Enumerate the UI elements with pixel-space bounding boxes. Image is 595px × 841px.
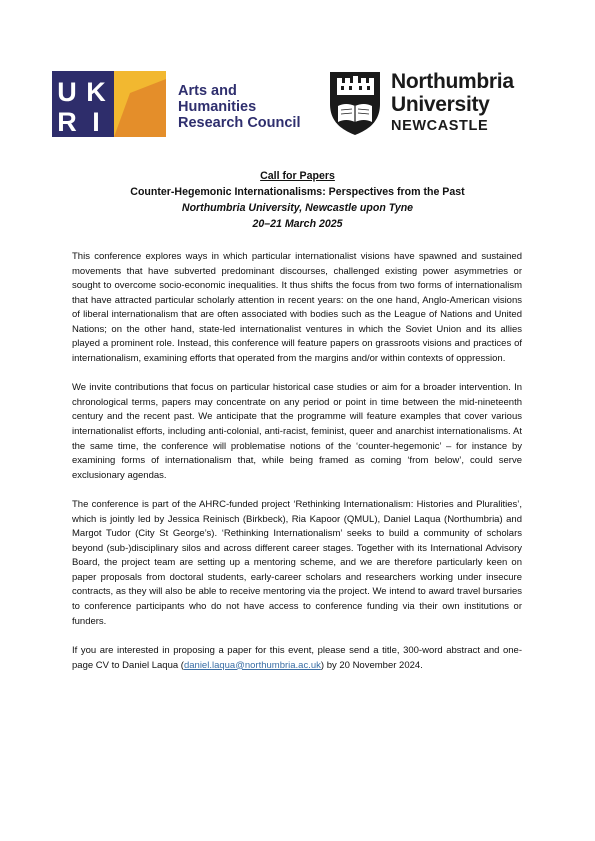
submission-text-before: If you are interested in proposing a paper for this event, please send a title, 300-word abstract and one-page CV to Daniel Laqua ( <box>72 645 522 671</box>
ahrc-line-2: Humanities <box>178 99 257 115</box>
submission-text-after: ) by 20 November 2024. <box>320 659 423 671</box>
call-for-papers-label: Call for Papers <box>260 170 335 182</box>
ahrc-line-3: Research Council <box>178 115 301 131</box>
logo-bar <box>0 0 595 150</box>
ahrc-line-1: Arts and <box>178 83 237 99</box>
contact-email-link[interactable]: daniel.laqua@northumbria.ac.uk <box>183 659 321 671</box>
document-heading <box>0 168 595 232</box>
ukri-letter-r: R <box>57 107 77 137</box>
northumbria-line-2: University <box>391 93 490 116</box>
ahrc-name <box>178 83 301 131</box>
northumbria-crest-icon <box>328 70 382 136</box>
conference-title: Counter-Hegemonic Internationalisms: Perspectives from the Past <box>130 186 465 198</box>
ukri-letter-k: K <box>86 77 106 107</box>
northumbria-logo <box>328 70 538 136</box>
conference-venue: Northumbria University, Newcastle upon Tyne <box>181 202 414 214</box>
ukri-letter-i: I <box>92 107 100 137</box>
paragraph-project: The conference is part of the AHRC-funded project ‘Rethinking Internationalism: Histories and Pluralities’, which is jointly led by Jessica Reinisch (Birkbeck), Ria Kapoor (QMUL), Daniel Laqua (Northumbria) and Margot Tudor (City St George’s). ‘Rethinking Internationalism’ seeks to build a community of scholars beyond (sub-)disciplinary silos and across different career stages. Together with its International Advisory Board, the project team are setting up a mentoring scheme, and we are therefore particularly keen on paper proposals from doctoral students, early-career scholars and researchers working under insecure contracts, as they will also be able to receive mentoring via the project. We intend to award travel bursaries to conference participants who do not have access to conference funding via their own institutions or funders. <box>72 499 522 627</box>
northumbria-line-3: NEWCASTLE <box>391 118 489 134</box>
conference-dates: 20–21 March 2025 <box>252 218 343 230</box>
ukri-logo-mark <box>52 71 172 137</box>
ukri-letter-u: U <box>57 77 77 107</box>
northumbria-wordmark <box>391 70 514 135</box>
paragraph-intro: This conference explores ways in which particular internationalist visions have spawned and sustained movements that have subverted predominant discourses, challenged existing power asymmetries or sought to overcome socio-economic inequalities. It thus shifts the focus from two forms of internationalism that have attracted particular scholarly attention in recent years: on the one hand, Anglo-American visions of liberal internationalism that are often associated with bodies such as the League of Nations and United Nations; on the other hand, state-led internationalist ventures in which the Soviet Union and its allies played a prominent role. Instead, this conference will feature papers on grassroots visions and practices of internationalism, examining efforts that operated from the margins and/or within contexts of oppression. <box>72 251 522 364</box>
paragraph-contributions: We invite contributions that focus on particular historical case studies or aim for a broader intervention. In chronological terms, papers may concentrate on any period or point in time between the mid-nineteenth century and the recent past. We anticipate that the programme will feature examples that cover various internationalist efforts, including anti-colonial, anti-racist, feminist, queer and anarchist internationalisms. At the same time, the conference will problematise notions of the ‘counter-hegemonic’ – for instance by examining forms of internationalism that, while being framed as coming ‘from below’, could serve exclusionary agendas. <box>72 382 522 481</box>
document-body <box>72 250 522 688</box>
northumbria-line-1: Northumbria <box>391 70 514 93</box>
ukri-ahrc-logo <box>52 71 307 137</box>
paragraph-submission <box>72 644 522 673</box>
